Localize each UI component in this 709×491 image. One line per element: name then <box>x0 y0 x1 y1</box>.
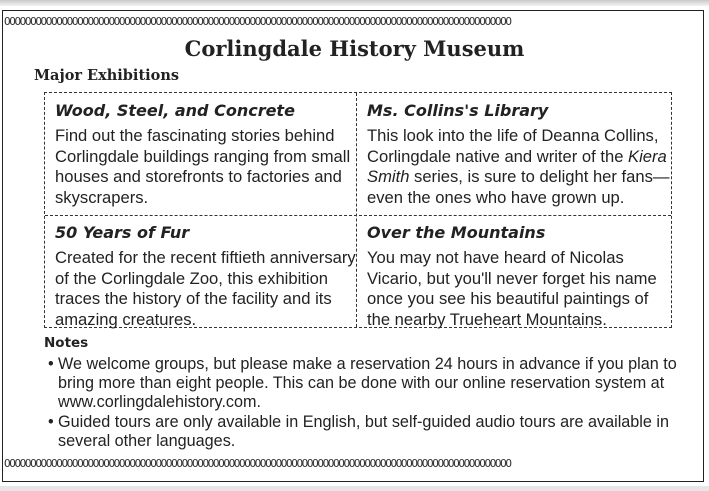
note-item-reservation <box>48 355 698 412</box>
page-title: Corlingdale History Museum <box>184 36 525 61</box>
book-title-part: Kiera <box>628 146 667 166</box>
exhibition-line <box>367 167 670 188</box>
exhibition-line: even the ones who have grown up. <box>367 187 625 207</box>
exhibition-card-over-the-mountains <box>367 223 667 330</box>
exhibition-line <box>367 147 667 168</box>
note-line: www.corlingdalehistory.com. <box>58 393 262 411</box>
note-line: several other languages. <box>58 432 236 450</box>
exhibition-line: skyscrapers. <box>55 187 149 207</box>
book-title-part: Smith <box>367 167 410 186</box>
note-line: bring more than eight people. This can be done with our online reservation system at <box>58 374 665 392</box>
exhibition-line: Created for the recent fiftieth anniversary <box>55 248 356 267</box>
text-run: Corlingdale native and writer of the <box>367 146 629 166</box>
exhibition-title: Over the Mountains <box>367 223 546 242</box>
grid-divider-vertical <box>356 93 357 327</box>
bullet-icon: • <box>48 355 54 373</box>
top-chain-border: OOOOOOOOOOOOOOOOOOOOOOOOOOOOOOOOOOOOOOOOOOOOOOOOOOOOOOOOOOOOOOOOOOOOOOOOOOOOOOOOOOOOOOOOOOOOOOOOO <box>4 16 511 28</box>
exhibition-line: You may not have heard of Nicolas <box>367 248 624 267</box>
scan-bottom-edge <box>0 486 709 491</box>
exhibition-line: once you see his beautiful paintings of <box>367 289 649 308</box>
bullet-icon: • <box>48 413 54 431</box>
exhibition-card-wood-steel-concrete <box>55 101 353 208</box>
exhibition-line: Corlingdale buildings ranging from small <box>55 146 351 166</box>
exhibitions-grid <box>44 92 672 328</box>
note-item-tours <box>48 413 698 451</box>
exhibition-title: 50 Years of Fur <box>55 223 190 242</box>
exhibition-line: the nearby Trueheart Mountains. <box>367 309 607 329</box>
note-line: We welcome groups, but please make a reservation 24 hours in advance if you plan to <box>58 355 677 373</box>
scan-top-edge <box>0 0 709 6</box>
notes-heading: Notes <box>44 335 89 351</box>
exhibition-line: traces the history of the facility and its <box>55 289 332 308</box>
exhibition-line: Find out the fascinating stories behind <box>55 126 335 145</box>
exhibition-line: houses and storefronts to factories and <box>55 167 342 186</box>
exhibition-title: Ms. Collins's Library <box>367 101 549 120</box>
exhibition-card-ms-collins-library <box>367 101 670 208</box>
exhibition-line: This look into the life of Deanna Collins, <box>367 126 659 145</box>
text-run: series, is sure to delight her fans— <box>409 167 670 186</box>
exhibition-line: of the Corlingdale Zoo, this exhibition <box>55 268 329 288</box>
exhibition-line: amazing creatures. <box>55 309 197 329</box>
note-line: Guided tours are only available in English, but self-guided audio tours are available in <box>58 413 670 431</box>
exhibition-title: Wood, Steel, and Concrete <box>55 101 295 120</box>
bottom-chain-border: OOOOOOOOOOOOOOOOOOOOOOOOOOOOOOOOOOOOOOOOOOOOOOOOOOOOOOOOOOOOOOOOOOOOOOOOOOOOOOOOOOOOOOOOOOOOOOOOO <box>4 458 511 470</box>
grid-divider-horizontal <box>45 215 671 216</box>
exhibition-line: Vicario, but you'll never forget his name <box>367 268 657 288</box>
exhibition-card-50-years-of-fur <box>55 223 356 330</box>
section-heading-exhibitions: Major Exhibitions <box>34 67 180 84</box>
